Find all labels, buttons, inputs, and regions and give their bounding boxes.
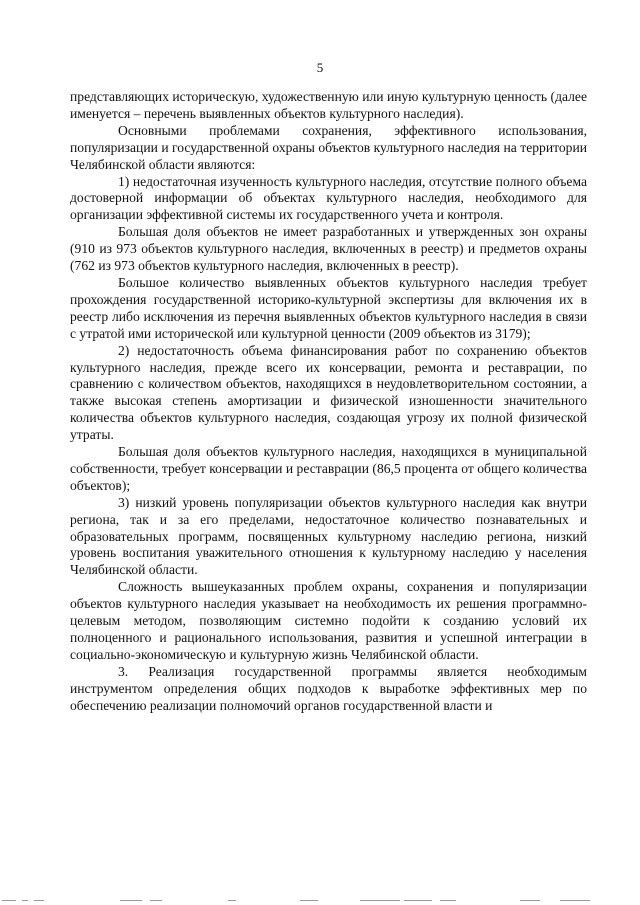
paragraph-problem-2: 2) недостаточность объема финансирования работ по сохранению объектов культурного наследия, прежде всего их консервации, ремонта и реставрации, по сравнению с количеством объектов, находящихся в неудовлетворительном состоянии, а также высокая степень амортизации и физической изношенности значительного количества объектов культурного наследия, создающая угрозу их полной физической утраты. [70, 342, 587, 443]
paragraph-problems-intro: Основными проблемами сохранения, эффективного использования, популяризации и государственной охраны объектов культурного наследия на территории Челябинской области являются: [70, 122, 587, 172]
scan-artifacts [0, 896, 640, 905]
paragraph-section-3: 3. Реализация государственной программы является необходимым инструментом определения общих подходов к выработке эффективных мер по обеспечению реализации полномочий органов государственной власти и [70, 663, 587, 713]
paragraph-expertise: Большое количество выявленных объектов культурного наследия требует прохождения государственной историко-культурной экспертизы для включения их в реестр либо исключения из перечня выявленных объектов культурного наследия в связи с утратой ими исторической или культурной ценности (2009 объектов из 3179); [70, 274, 587, 341]
paragraph-complexity: Сложность вышеуказанных проблем охраны, сохранения и популяризации объектов культурного наследия указывает на необходимость их решения программно-целевым методом, позволяющим системно подойти к созданию условий их полноценного и рационального использования, развития и успешной интеграции в социально-экономическую и культурную жизнь Челябинской области. [70, 579, 587, 662]
paragraph-problem-1: 1) недостаточная изученность культурного наследия, отсутствие полного объема достоверной информации об объектах культурного наследия, необходимого для организации эффективной системы их государственного учета и контроля. [70, 173, 587, 223]
page-number: 5 [316, 60, 324, 75]
body-text [70, 89, 587, 715]
paragraph-problem-3: 3) низкий уровень популяризации объектов культурного наследия как внутри региона, так и за его пределами, недостаточное количество познавательных и образовательных программ, посвященных культурному наследию региона, низкий уровень воспитания уважительного отношения к культурному наследию у населения Челябинской области. [70, 494, 587, 578]
paragraph-protection-zones: Большая доля объектов не имеет разработанных и утвержденных зон охраны (910 из 973 объектов культурного наследия, включенных в реестр) и предметов охраны (762 из 973 объектов культурного наследия, включенных в реестр). [70, 224, 587, 274]
paragraph-municipal-objects: Большая доля объектов культурного наследия, находящихся в муниципальной собственности, требует консервации и реставрации (86,5 процента от общего количества объектов); [70, 444, 587, 493]
paragraph-continuation: представляющих историческую, художественную или иную культурную ценность (далее именуется – перечень выявленных объектов культурного наследия). [70, 89, 587, 121]
